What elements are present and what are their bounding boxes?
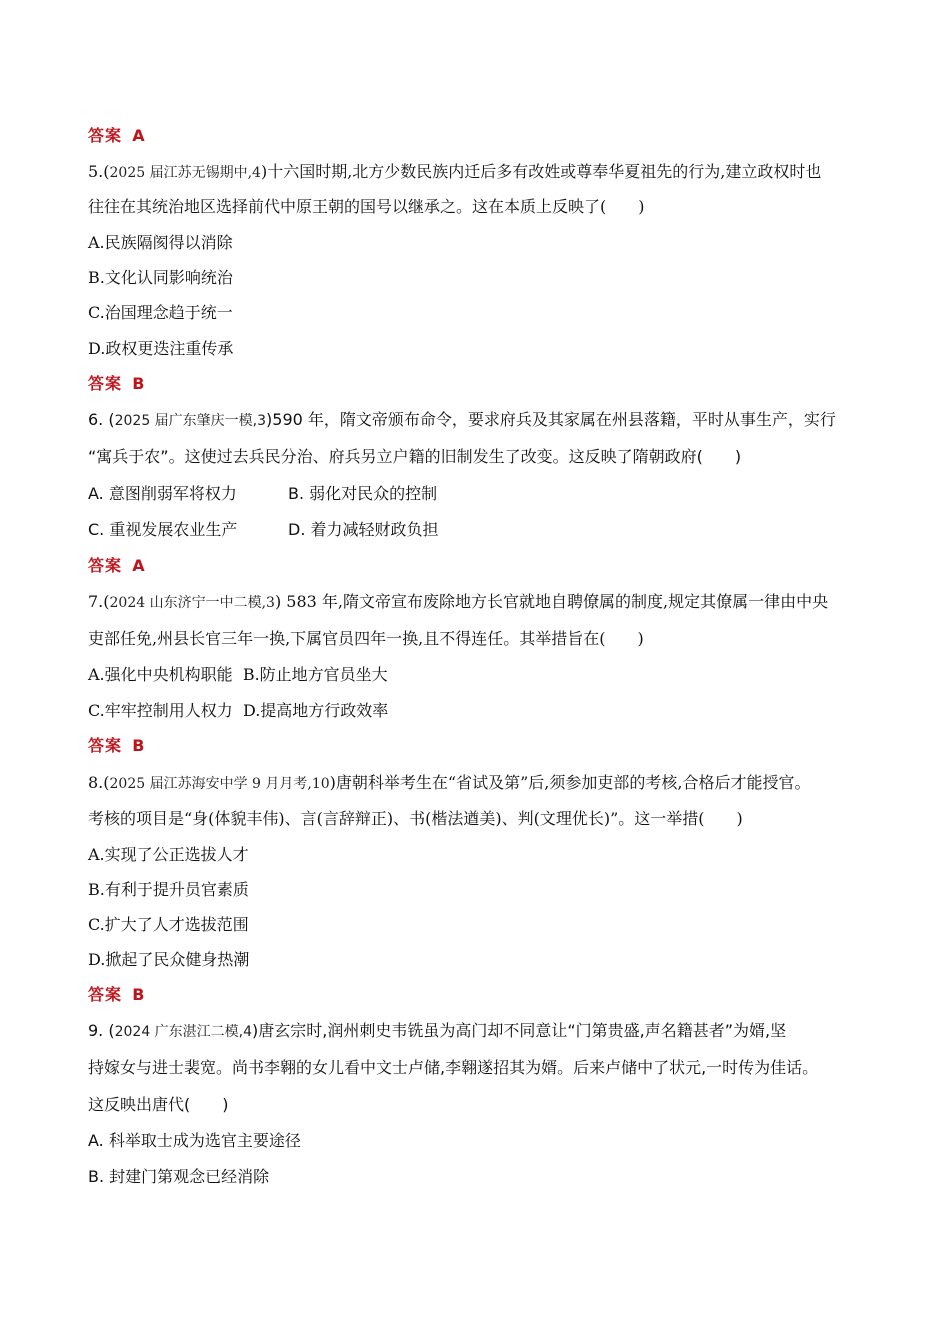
question-number: 7.( bbox=[88, 592, 110, 611]
answer-value: A bbox=[132, 556, 146, 575]
question-text-line: 往往在其统治地区选择前代中原王朝的国号以继承之。这在本质上反映了( ) bbox=[88, 197, 645, 216]
option-b: B. 封建门第观念已经消除 bbox=[88, 1167, 270, 1186]
question-text: ) 583 年,隋文帝宣布废除地方长官就地自聘僚属的制度,规定其僚属一律由中央 bbox=[274, 592, 829, 611]
option-b: B.文化认同影响统治 bbox=[88, 268, 233, 287]
question-text-line: 考核的项目是“身(体貌丰伟)、言(言辞辩正)、书(楷法遒美)、判(文理优长)”。这一举措( ) bbox=[88, 809, 743, 828]
question-source: 2025 届广东肇庆一模,3 bbox=[114, 413, 267, 429]
option-row bbox=[88, 520, 439, 540]
answer-label: 答案 bbox=[88, 736, 123, 755]
option-a: A.民族隔阂得以消除 bbox=[88, 233, 233, 252]
option-a: A. 科举取士成为选官主要途径 bbox=[88, 1131, 301, 1150]
question-stem bbox=[88, 410, 836, 431]
option-row bbox=[88, 665, 388, 685]
question-stem bbox=[88, 162, 821, 183]
question-source: 2025 届江苏无锡期中,4 bbox=[109, 165, 261, 181]
option-c: C.扩大了人才选拔范围 bbox=[88, 915, 249, 934]
answer-label: 答案 bbox=[88, 126, 123, 145]
option-b: B. 弱化对民众的控制 bbox=[288, 484, 438, 503]
question-number: 5.( bbox=[88, 162, 110, 181]
answer-line bbox=[88, 556, 146, 576]
question-number: 8.( bbox=[88, 773, 110, 792]
option-b: B.防止地方官员坐大 bbox=[242, 665, 388, 684]
option-c: C.牢牢控制用人权力 bbox=[88, 701, 233, 720]
option-d: D.政权更迭注重传承 bbox=[88, 339, 234, 358]
question-text: )唐玄宗时,润州刺史韦铣虽为高门却不同意让“门第贵盛,声名籍甚者”为婿,坚 bbox=[252, 1021, 787, 1040]
question-text-line: 持嫁女与进士裴宽。尚书李翱的女儿看中文士卢储,李翱遂招其为婿。后来卢储中了状元,一时传为佳话。 bbox=[88, 1058, 819, 1077]
question-number: 6. ( bbox=[88, 410, 115, 429]
question-stem bbox=[88, 1021, 786, 1042]
answer-value: B bbox=[132, 374, 146, 393]
option-c: C.治国理念趋于统一 bbox=[88, 303, 233, 322]
question-number: 9. ( bbox=[88, 1021, 115, 1040]
option-row bbox=[88, 484, 437, 504]
answer-line bbox=[88, 126, 146, 146]
question-text: )唐朝科举考生在“省试及第”后,须参加吏部的考核,合格后才能授官。 bbox=[329, 773, 811, 792]
question-stem bbox=[88, 773, 810, 794]
question-stem bbox=[88, 592, 828, 613]
question-source: 2024 广东湛江二模,4 bbox=[114, 1024, 253, 1040]
question-text-line: “寓兵于农”。这使过去兵民分治、府兵另立户籍的旧制发生了改变。这反映了隋朝政府( ) bbox=[88, 447, 742, 466]
question-source: 2025 届江苏海安中学 9 月月考,10 bbox=[109, 776, 330, 792]
option-c: C. 重视发展农业生产 bbox=[88, 520, 238, 539]
option-row bbox=[88, 701, 388, 721]
option-a: A.实现了公正选拔人才 bbox=[88, 845, 249, 864]
answer-line bbox=[88, 736, 145, 756]
option-a: A.强化中央机构职能 bbox=[88, 665, 233, 684]
answer-value: B bbox=[132, 985, 146, 1004]
answer-label: 答案 bbox=[88, 556, 123, 575]
option-d: D. 着力减轻财政负担 bbox=[288, 520, 439, 539]
option-a: A. 意图削弱军将权力 bbox=[88, 484, 237, 503]
question-text: )590 年，隋文帝颁布命令，要求府兵及其家属在州县落籍，平时从事生产，实行 bbox=[266, 410, 836, 429]
answer-value: A bbox=[132, 126, 146, 145]
option-d: D.提高地方行政效率 bbox=[242, 701, 389, 720]
question-text-line: 这反映出唐代( ) bbox=[88, 1095, 229, 1114]
answer-line bbox=[88, 985, 145, 1005]
option-b: B.有利于提升员官素质 bbox=[88, 880, 249, 899]
question-text: )十六国时期,北方少数民族内迁后多有改姓或尊奉华夏祖先的行为,建立政权时也 bbox=[260, 162, 822, 181]
answer-line bbox=[88, 374, 145, 394]
question-text-line: 吏部任免,州县长官三年一换,下属官员四年一换,且不得连任。其举措旨在( ) bbox=[88, 629, 644, 648]
answer-value: B bbox=[132, 736, 146, 755]
answer-label: 答案 bbox=[88, 374, 123, 393]
option-d: D.掀起了民众健身热潮 bbox=[88, 950, 250, 969]
answer-label: 答案 bbox=[88, 985, 123, 1004]
question-source: 2024 山东济宁一中二模,3 bbox=[109, 595, 275, 611]
